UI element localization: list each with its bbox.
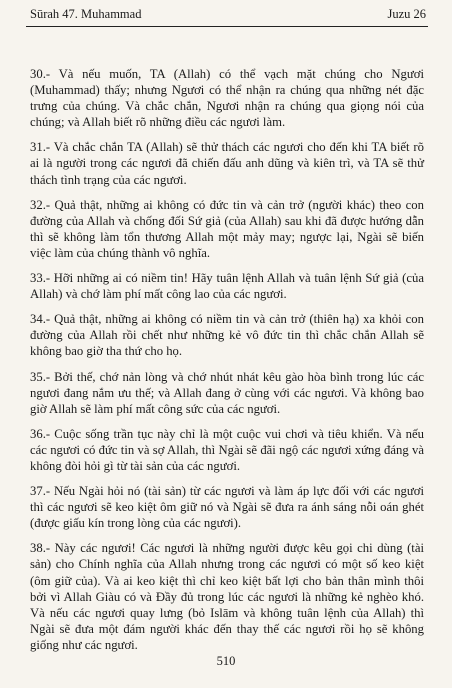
verse-34: 34.- Quả thật, những ai không có niềm tin và cản trở (thiên hạ) xa khỏi con đường của Allah rồi chết như những kẻ vô đức tin thì chắc chắn Allah sẽ không bao giờ tha thứ cho họ.: [30, 312, 424, 359]
juz-label: Juzu 26: [387, 7, 426, 21]
header-rule: [26, 26, 428, 27]
verse-32: 32.- Quả thật, những ai không có đức tin và cản trở (người khác) theo con đường của Allah và chống đối Sứ giả (của Allah) sau khi đã được hướng dẫn thì sẽ không làm tổn thương Allah một mảy may; ngược lại, Ngài sẽ biến việc làm của chúng thành vô nghĩa.: [30, 197, 424, 260]
verse-35: 35.- Bởi thế, chớ nản lòng và chớ nhút nhát kêu gào hòa bình trong lúc các ngươi đang nắm ưu thế; và Allah đang ở cùng với các ngươi. Và không bao giờ Allah sẽ làm phí mất công sức của các ngươi.: [30, 369, 424, 416]
verse-30: 30.- Và nếu muốn, TA (Allah) có thể vạch mặt chúng cho Ngươi (Muhammad) thấy; nhưng Ngươi có thể nhận ra chúng qua những nét đặc trưng của chúng. Và chắc chắn, Ngươi nhận ra chúng qua giọng nói của chúng; và Allah biết rõ những điều các ngươi làm.: [30, 67, 424, 130]
verse-38: 38.- Này các ngươi! Các ngươi là những người được kêu gọi chi dùng (tài sản) cho Chính nghĩa của Allah nhưng trong các ngươi có một số keo kiệt (ôm giữ của). Và ai keo kiệt thì chỉ keo kiệt bất lợi cho bản thân mình thôi bởi vì Allah Giàu có và Đầy đủ trong lúc các ngươi là những kẻ nghèo khó. Và nếu các ngươi quay lưng (bỏ Islām và không tuân lệnh của Allah) thì Ngài sẽ đưa một đám người khác đến thay thế các ngươi rồi họ sẽ không giống như các ngươi.: [30, 541, 424, 652]
verse-33: 33.- Hỡi những ai có niềm tin! Hãy tuân lệnh Allah và tuân lệnh Sứ giả (của Allah) và chớ làm phí mất công lao của các ngươi.: [30, 271, 424, 302]
verse-36: 36.- Cuộc sống trần tục này chỉ là một cuộc vui chơi và tiêu khiển. Và nếu các ngươi có đức tin và sợ Allah, thì Ngài sẽ đãi ngộ các ngươi xứng đáng và không đòi hỏi gì từ tài sản của các ngươi.: [30, 426, 424, 473]
verse-37: 37.- Nếu Ngài hỏi nó (tài sản) từ các ngươi và làm áp lực đối với các ngươi thì các ngươi sẽ keo kiệt ôm giữ nó và Ngài sẽ đưa ra ánh sáng nỗi oán ghét (được giấu kín trong lòng của các ngươi).: [30, 484, 424, 531]
running-header: [26, 4, 428, 24]
page-body: [30, 66, 424, 662]
verse-31: 31.- Và chắc chắn TA (Allah) sẽ thử thách các ngươi cho đến khi TA biết rõ ai là người trong các ngươi đã chiến đấu anh dũng và kiên trì, và TA sẽ thử thách tình trạng của các ngươi.: [30, 140, 424, 187]
surah-title: Sūrah 47. Muhammad: [30, 7, 142, 21]
page-number: 510: [216, 654, 236, 668]
